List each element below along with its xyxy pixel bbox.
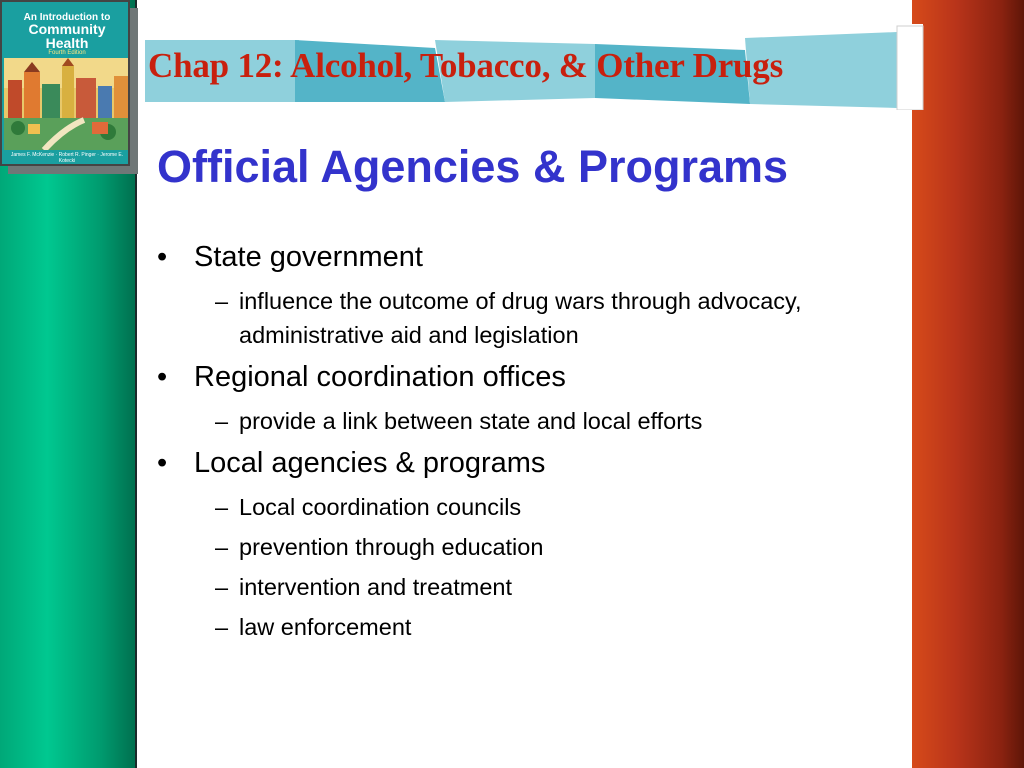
- sub-list-item-label: intervention and treatment: [239, 574, 513, 600]
- dash-marker: –: [215, 494, 229, 520]
- sub-list-item-label: law enforcement: [239, 614, 412, 640]
- sub-list-item: [157, 404, 897, 438]
- sub-list-item: [157, 570, 897, 604]
- sub-list-item-label: prevention through education: [239, 534, 544, 560]
- sub-list-item: [157, 490, 897, 524]
- cover-subtitle: An Introduction to: [23, 12, 111, 23]
- cover-title: [2, 22, 130, 50]
- dash-marker: –: [215, 408, 229, 434]
- sub-list-item: [157, 284, 897, 352]
- sub-list-item: [157, 530, 897, 564]
- cover-edition: Fourth Edition: [48, 50, 86, 56]
- dash-marker: –: [215, 574, 229, 600]
- sub-list-item-label: influence the outcome of drug wars through advocacy, administrative aid and legislation: [239, 288, 802, 348]
- right-decorative-bar: [912, 0, 1024, 768]
- dash-marker: –: [215, 534, 229, 560]
- list-item-label: Regional coordination offices: [194, 361, 566, 393]
- cover-authors: James F. McKenzie · Robert R. Pinger · Jerome E. Kotecki: [10, 152, 124, 164]
- dash-marker: –: [215, 288, 229, 314]
- list-item-label: State government: [194, 241, 423, 273]
- bullet-marker: •: [157, 241, 168, 273]
- list-item: [157, 444, 897, 482]
- bullet-list: [157, 238, 897, 644]
- cover-title-line2: Health: [45, 35, 89, 51]
- list-item: [157, 358, 897, 396]
- dash-marker: –: [215, 614, 229, 640]
- cover-title-line1: Community: [28, 21, 106, 37]
- list-item: [157, 238, 897, 276]
- town-illustration: [4, 58, 130, 150]
- sub-list-item: [157, 610, 897, 644]
- sub-list-item-label: provide a link between state and local efforts: [239, 408, 703, 434]
- bullet-marker: •: [157, 447, 168, 479]
- slide-title: Official Agencies & Programs: [157, 141, 789, 192]
- chapter-header-title: Chap 12: Alcohol, Tobacco, & Other Drugs: [148, 46, 784, 85]
- sub-list-item-label: Local coordination councils: [239, 494, 522, 520]
- bullet-marker: •: [157, 361, 168, 393]
- list-item-label: Local agencies & programs: [194, 447, 546, 479]
- book-cover-image: [0, 0, 130, 166]
